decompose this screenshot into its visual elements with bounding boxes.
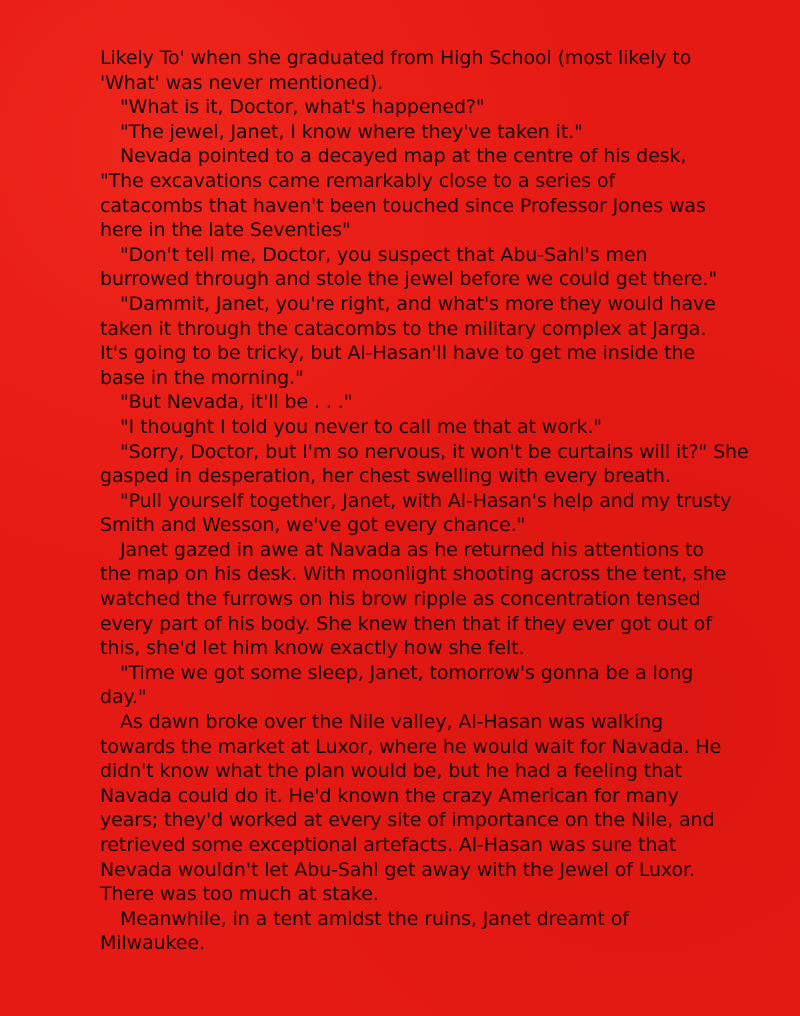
story-text-body: [100, 46, 750, 956]
text-line: Likely To' when she graduated from High School (most likely to: [100, 47, 692, 69]
text-line: base in the morning.": [100, 366, 304, 389]
text-line: gasped in desperation, her chest swelling with every breath.: [100, 465, 671, 488]
text-line: Milwaukee.: [100, 932, 205, 955]
text-line: "I thought I told you never to call me that at work.": [120, 415, 602, 438]
text-line: Janet gazed in awe at Navada as he returned his attentions to: [120, 538, 704, 561]
text-line: "The excavations came remarkably close to a series of: [100, 169, 616, 192]
text-line: "Don't tell me, Doctor, you suspect that Abu-Sahl's men: [120, 243, 648, 266]
text-line: Smith and Wesson, we've got every chance.": [100, 514, 526, 537]
text-line: "What is it, Doctor, what's happened?": [120, 96, 485, 119]
text-line: There was too much at stake.: [100, 883, 379, 906]
text-line: years; they'd worked at every site of importance on the Nile, and: [100, 809, 715, 832]
text-line: the map on his desk. With moonlight shooting across the tent, she: [100, 563, 727, 586]
text-line: Meanwhile, in a tent amidst the ruins, Janet dreamt of: [120, 907, 629, 930]
text-line: As dawn broke over the Nile valley, Al-Hasan was walking: [120, 711, 664, 734]
text-line: retrieved some exceptional artefacts. Al-Hasan was sure that: [100, 834, 677, 856]
text-line: "But Nevada, it'll be . . .": [120, 391, 353, 414]
text-line: towards the market at Luxor, where he would wait for Navada. He: [100, 735, 722, 758]
text-line: "Dammit, Janet, you're right, and what's more they would have: [120, 292, 716, 315]
text-line: this, she'd let him know exactly how she felt.: [100, 637, 525, 660]
text-line: burrowed through and stole the jewel before we could get there.": [100, 268, 717, 291]
text-line: here in the late Seventies": [100, 219, 351, 242]
text-line: didn't know what the plan would be, but he had a feeling that: [100, 760, 682, 783]
text-line: Navada could do it. He'd known the crazy American for many: [100, 784, 679, 807]
text-line: every part of his body. She knew then that if they ever got out of: [100, 612, 712, 635]
text-line: Nevada wouldn't let Abu-Sahl get away with the Jewel of Luxor.: [100, 858, 695, 881]
text-line: "The jewel, Janet, I know where they've taken it.": [120, 120, 583, 143]
text-line: Nevada pointed to a decayed map at the centre of his desk,: [120, 145, 687, 168]
text-line: watched the furrows on his brow ripple as concentration tensed: [100, 588, 701, 611]
text-line: day.": [100, 686, 147, 709]
text-line: "Time we got some sleep, Janet, tomorrow's gonna be a long: [120, 661, 694, 684]
text-line: catacombs that haven't been touched since Professor Jones was: [100, 194, 706, 217]
text-line: 'What' was never mentioned).: [100, 71, 384, 94]
text-line: "Sorry, Doctor, but I'm so nervous, it won't be curtains will it?" She: [120, 440, 749, 463]
text-line: It's going to be tricky, but Al-Hasan'll have to get me inside the: [100, 342, 696, 365]
text-line: taken it through the catacombs to the military complex at Jarga.: [100, 317, 707, 340]
text-line: "Pull yourself together, Janet, with Al-Hasan's help and my trusty: [120, 489, 732, 512]
